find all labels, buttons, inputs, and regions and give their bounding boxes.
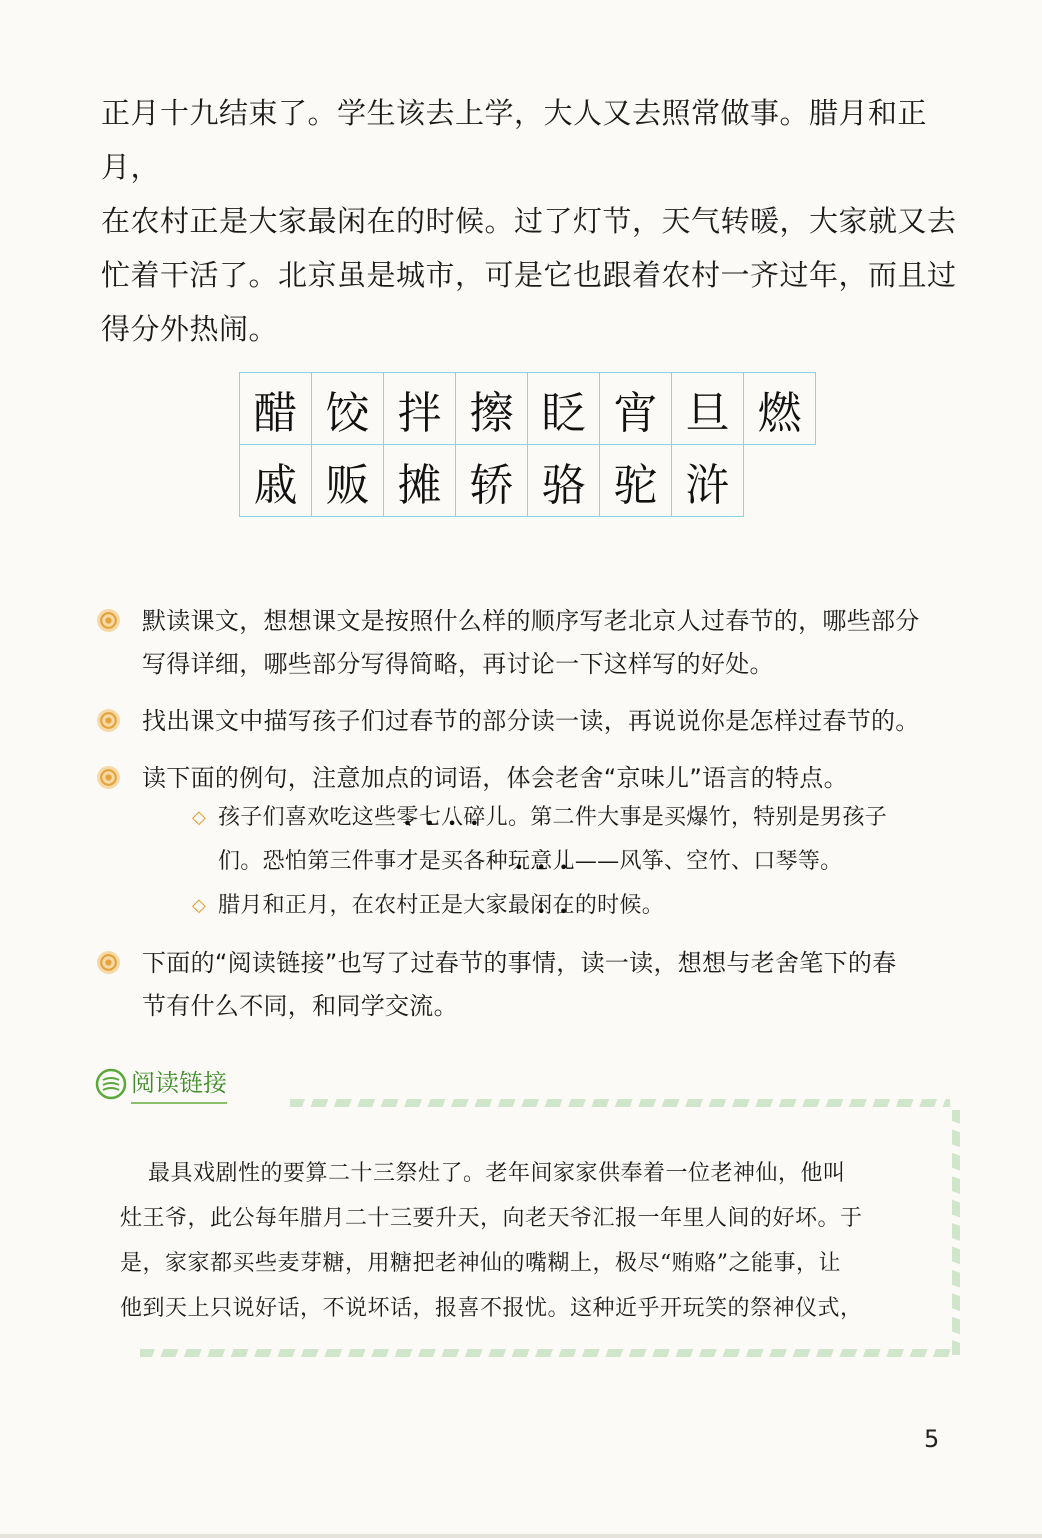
exercise-item — [96, 700, 966, 743]
example-item — [192, 796, 966, 884]
dotted-char: 碎 — [463, 805, 486, 830]
exercise-text: 找出课文中描写孩子们过春节的部分读一读，再说说你是怎样过春节的。 — [142, 707, 920, 735]
dotted-char: 意 — [530, 849, 553, 874]
intro-line: 得分外热闹。 — [101, 312, 279, 346]
example-line — [218, 796, 966, 840]
character-cell: 拌 — [384, 373, 456, 445]
character-cell: 摊 — [384, 445, 456, 517]
diamond-bullet-icon: ◇ — [192, 895, 207, 916]
character-cell: 贩 — [312, 445, 384, 517]
text-span: 儿。第二件大事是买爆竹，特别是男孩子 — [485, 805, 888, 830]
flower-bullet-icon — [96, 765, 121, 790]
character-row — [240, 445, 816, 517]
flower-bullet-icon — [96, 950, 121, 975]
character-cell: 旦 — [672, 373, 744, 445]
dashed-border — [290, 1099, 950, 1107]
text-span: 们。恐怕第三件事才是买各种 — [218, 849, 508, 874]
text-span: 孩子们喜欢吃这些 — [218, 805, 397, 830]
flower-bullet-icon — [96, 608, 121, 633]
flower-bullet-icon — [96, 708, 121, 733]
reading-line: 是，家家都买些麦芽糖，用糖把老神仙的嘴糊上，极尽“贿赂”之能事，让 — [120, 1251, 841, 1276]
book-icon — [95, 1068, 127, 1100]
character-cell: 戚 — [240, 445, 312, 517]
exercise-text: 读下面的例句，注意加点的词语，体会老舍“京味儿”语言的特点。 — [142, 764, 848, 792]
character-row — [240, 373, 816, 445]
dashed-border — [140, 1349, 950, 1357]
reading-link-text — [120, 1151, 928, 1331]
empty-cell — [744, 445, 816, 517]
reading-line: 最具戏剧性的要算二十三祭灶了。老年间家家供奉着一位老神仙，他叫 — [148, 1161, 846, 1186]
scan-edge — [0, 1534, 1042, 1538]
character-grid — [239, 372, 816, 517]
example-sentences — [192, 796, 966, 928]
dotted-char: 玩 — [507, 849, 531, 874]
exercise-text: 下面的“阅读链接”也写了过春节的事情，读一读，想想与老舍笔下的春 — [142, 949, 897, 977]
intro-line: 在农村正是大家最闲在的时候。过了灯节，天气转暖，大家就又去 — [101, 204, 957, 238]
reading-link-header — [95, 1063, 227, 1104]
intro-line: 正月十九结束了。学生该去上学，大人又去照常做事。腊月和正月， — [101, 96, 928, 184]
diamond-bullet-icon: ◇ — [192, 807, 207, 828]
character-cell: 骆 — [528, 445, 600, 517]
character-cell: 驼 — [600, 445, 672, 517]
exercise-item — [96, 600, 966, 686]
intro-line: 忙着干活了。北京虽是城市，可是它也跟着农村一齐过年，而且过 — [101, 258, 957, 292]
character-cell: 浒 — [672, 445, 744, 517]
page-number: 5 — [924, 1425, 940, 1453]
dotted-char: 七 — [418, 805, 442, 830]
exercise-item — [96, 942, 966, 1028]
character-cell: 醋 — [240, 373, 312, 445]
character-cell: 燃 — [744, 373, 816, 445]
character-cell: 擦 — [456, 373, 528, 445]
exercise-text: 写得详细，哪些部分写得简略，再讨论一下这样写的好处。 — [142, 650, 774, 678]
character-cell: 眨 — [528, 373, 600, 445]
example-line — [218, 840, 966, 884]
text-span: ——风筝、空竹、口琴等。 — [574, 849, 843, 874]
dotted-char: 八 — [441, 805, 464, 830]
reading-line: 他到天上只说好话，不说坏话，报喜不报忧。这种近乎开玩笑的祭神仪式， — [120, 1296, 863, 1321]
exercise-list — [96, 600, 966, 1042]
character-cell: 宵 — [600, 373, 672, 445]
text-span: 腊月和正月，在农村正是大家最 — [218, 893, 531, 918]
intro-paragraph — [101, 86, 961, 356]
dashed-border — [952, 1110, 960, 1355]
text-span: 的时候。 — [574, 893, 665, 918]
exercise-item — [96, 757, 966, 928]
dotted-char: 零 — [396, 805, 419, 830]
dotted-char: 在 — [552, 893, 575, 918]
character-cell: 轿 — [456, 445, 528, 517]
reading-line: 灶王爷，此公每年腊月二十三要升天，向老天爷汇报一年里人间的好坏。于 — [120, 1206, 863, 1231]
example-line — [218, 884, 966, 928]
reading-link-title: 阅读链接 — [131, 1063, 227, 1104]
dotted-char: 闲 — [530, 893, 553, 918]
example-item — [192, 884, 966, 928]
dotted-char: 儿 — [552, 849, 575, 874]
exercise-text: 默读课文，想想课文是按照什么样的顺序写老北京人过春节的，哪些部分 — [142, 607, 920, 635]
exercise-text: 节有什么不同，和同学交流。 — [142, 992, 458, 1020]
character-cell: 饺 — [312, 373, 384, 445]
